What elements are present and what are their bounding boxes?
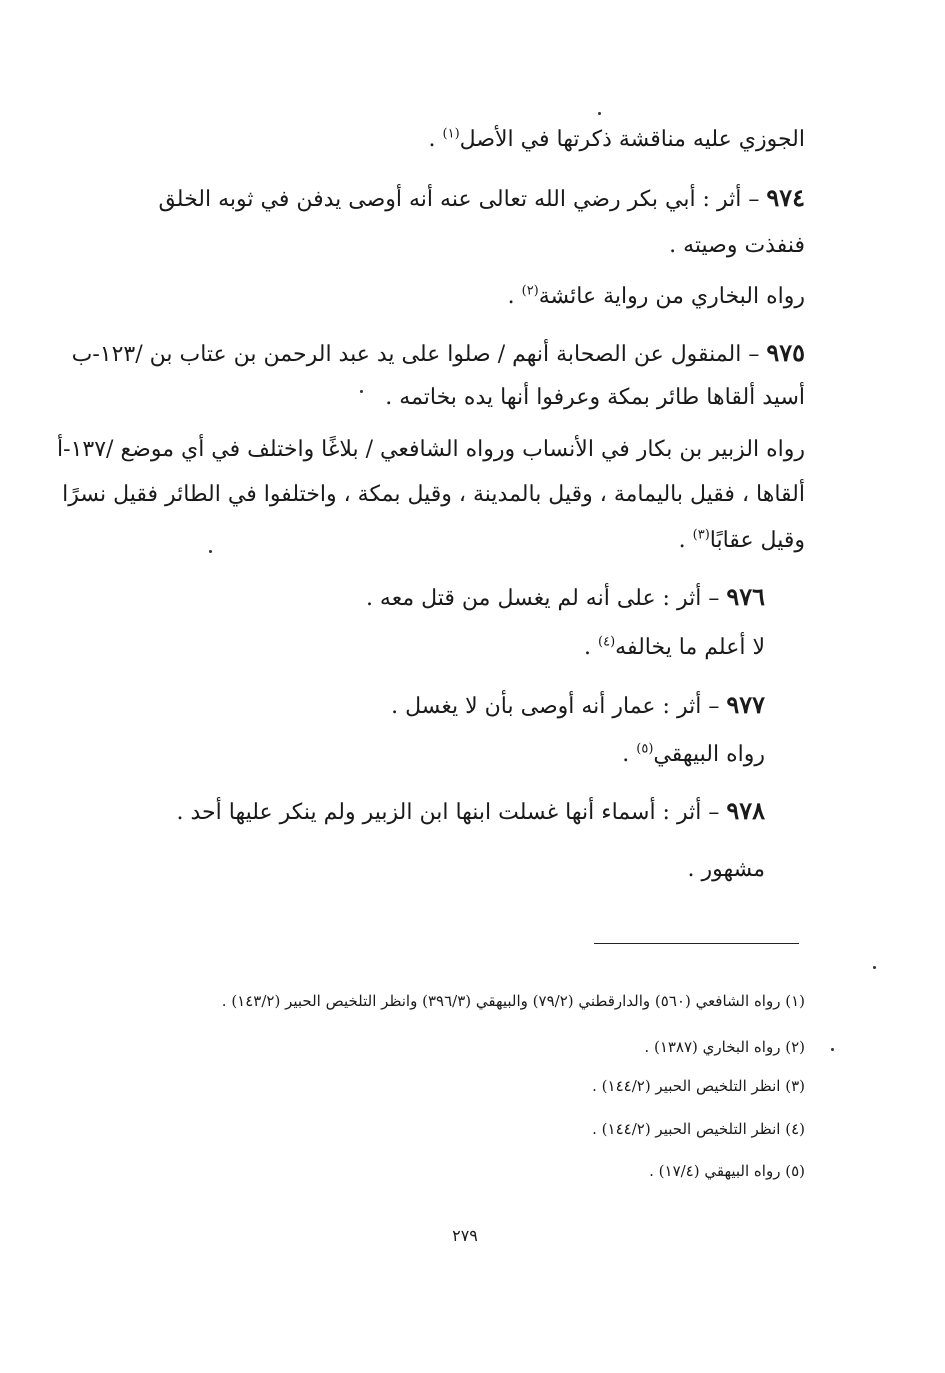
footnote-3: (٣) انظر التلخيص الحبير (١٤٤/٢) . bbox=[592, 1077, 805, 1095]
entry-974: ٩٧٤ – أثر : أبي بكر رضي الله تعالى عنه أنه أوصى يدفن في ثوبه الخلق bbox=[158, 183, 805, 212]
line-8: ألقاها ، فقيل باليمامة ، وقيل بالمدينة ، وقيل بمكة ، واختلفوا في الطائر فقيل نسرًا bbox=[62, 482, 805, 507]
footnote-2: (٢) رواه البخاري (١٣٨٧) . bbox=[644, 1038, 805, 1056]
line-11: لا أعلم ما يخالفه$^{(٤)}$ . bbox=[584, 634, 765, 660]
line-1: الجوزي عليه مناقشة ذكرتها في الأصل$^{(١)}$ . bbox=[428, 126, 805, 152]
scan-speck bbox=[598, 112, 601, 115]
scan-speck bbox=[831, 1048, 834, 1051]
scan-speck bbox=[209, 550, 212, 553]
entry-975: ٩٧٥ – المنقول عن الصحابة أنهم / صلوا على يد عبد الرحمن بن عتاب بن /١٢٣-ب bbox=[71, 338, 805, 367]
line-15: مشهور . bbox=[687, 857, 765, 882]
footnote-5: (٥) رواه البيهقي (١٧/٤) . bbox=[649, 1162, 805, 1180]
footnote-ref-4[interactable]: (٤) bbox=[598, 634, 616, 650]
footnote-4: (٤) انظر التلخيص الحبير (١٤٤/٢) . bbox=[592, 1120, 805, 1138]
footnote-ref-3[interactable]: (٣) bbox=[692, 527, 710, 543]
entry-number: ٩٧٨ bbox=[726, 796, 765, 825]
line-4: رواه البخاري من رواية عائشة$^{(٢)}$ . bbox=[507, 283, 805, 309]
entry-977: ٩٧٧ – أثر : عمار أنه أوصى بأن لا يغسل . bbox=[391, 690, 765, 719]
scan-speck bbox=[360, 390, 363, 393]
footnote-separator bbox=[594, 943, 799, 944]
entry-number: ٩٧٦ bbox=[726, 582, 765, 611]
line-7: رواه الزبير بن بكار في الأنساب ورواه الشافعي / بلاغًا واختلف في أي موضع /١٣٧-أ bbox=[57, 437, 805, 462]
entry-978: ٩٧٨ – أثر : أسماء أنها غسلت ابنها ابن الزبير ولم ينكر عليها أحد . bbox=[176, 796, 765, 825]
page-number: ٢٧٩ bbox=[452, 1226, 478, 1245]
entry-976: ٩٧٦ – أثر : على أنه لم يغسل من قتل معه . bbox=[365, 582, 765, 611]
line-9: وقيل عقابًا$^{(٣)}$ . bbox=[678, 527, 805, 553]
footnote-1: (١) رواه الشافعي (٥٦٠) والدارقطني (٧٩/٢) والبيهقي (٣٩٦/٣) وانظر التلخيص الحبير (١٤٣/٢) . bbox=[221, 992, 805, 1010]
scan-speck bbox=[873, 966, 876, 969]
line-13: رواه البيهقي$^{(٥)}$ . bbox=[622, 741, 765, 767]
footnote-ref-2[interactable]: (٢) bbox=[521, 283, 539, 299]
entry-number: ٩٧٤ bbox=[766, 183, 805, 212]
line-6: أسيد ألقاها طائر بمكة وعرفوا أنها يده بخاتمه . bbox=[385, 385, 805, 410]
line-3: فنفذت وصيته . bbox=[669, 233, 805, 258]
footnote-ref-5[interactable]: (٥) bbox=[636, 741, 654, 757]
footnote-ref-1[interactable]: (١) bbox=[442, 126, 460, 142]
entry-number: ٩٧٥ bbox=[766, 338, 805, 367]
entry-number: ٩٧٧ bbox=[726, 690, 765, 719]
